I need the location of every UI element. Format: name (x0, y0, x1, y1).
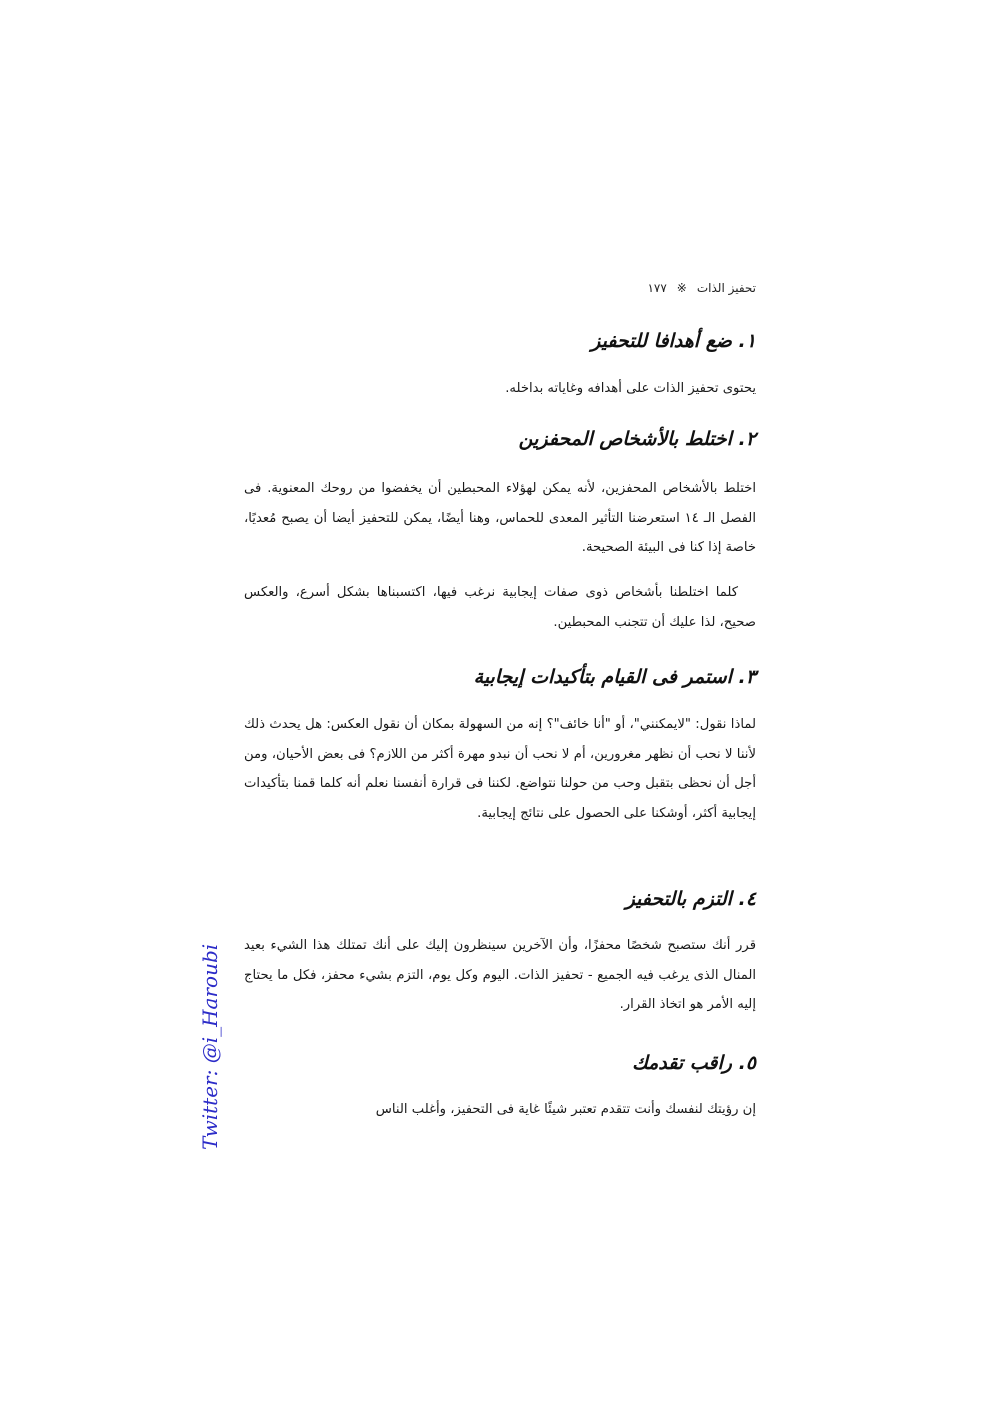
page-number: ١٧٧ (647, 281, 667, 295)
ornament-icon: ※ (676, 281, 687, 295)
section-title-3: ٣. استمر فى القيام بتأكيدات إيجابية (473, 666, 756, 688)
twitter-watermark: Twitter: @i_Haroubi (198, 943, 222, 1150)
paragraph: لماذا نقول: "لايمكنني"، أو "أنا خائف"؟ إنه من السهولة بمكان أن نقول العكس: هل يحدث ذلك لأننا لا نحب أن نظهر مغرورين، أم لا نحب أن نبدو مهرة أكثر من اللازم؟ فى بعض الأحيان، ومن أجل أن نحظى بتقبل وحب من حولنا نتواضع. لكننا فى قرارة أنفسنا نعلم أنه كلما قمنا بتأكيدات إيجابية أكثر، أوشكنا على الحصول على نتائج إيجابية. (244, 717, 756, 821)
paragraph: إن رؤيتك لنفسك وأنت تتقدم تعتبر شيئًا غاية فى التحفيز، وأغلب الناس (375, 1102, 756, 1117)
paragraph: يحتوى تحفيز الذات على أهدافه وغاياته بداخله. (505, 381, 756, 396)
section-title-1: ١. ضع أهدافا للتحفيز (591, 330, 756, 352)
paragraph: قرر أنك ستصبح شخصًا محفزًا، وأن الآخرين سينظرون إليك على أنك تمتلك هذا الشيء بعيد المنال الذى يرغب فيه الجميع - تحفيز الذات. اليوم وكل يوم، التزم بشيء محفز، فكل ما يحتاج إليه الأمر هو اتخاذ القرار. (244, 938, 756, 1012)
running-header (647, 281, 756, 295)
paragraph: اختلط بالأشخاص المحفزين، لأنه يمكن لهؤلاء المحبطين أن يخفضوا من روحك المعنوية. فى الفصل الـ ١٤ استعرضنا التأثير المعدى للحماس، وهنا أيضًا، يمكن للتحفيز أيضا أن يصبح مُعديًا، خاصة إذا كنا فى البيئة الصحيحة. (244, 481, 756, 555)
book-page (244, 0, 756, 1403)
header-title: تحفيز الذات (696, 281, 756, 295)
paragraph: كلما اختلطنا بأشخاص ذوى صفات إيجابية نرغب فيها، اكتسبناها بشكل أسرع، والعكس صحيح، لذا عليك أن تتجنب المحبطين. (244, 585, 756, 630)
section-title-2: ٢. اختلط بالأشخاص المحفزين (518, 428, 756, 450)
section-title-5: ٥. راقب تقدمك (632, 1052, 756, 1074)
section-title-4: ٤. التزم بالتحفيز (625, 888, 756, 910)
